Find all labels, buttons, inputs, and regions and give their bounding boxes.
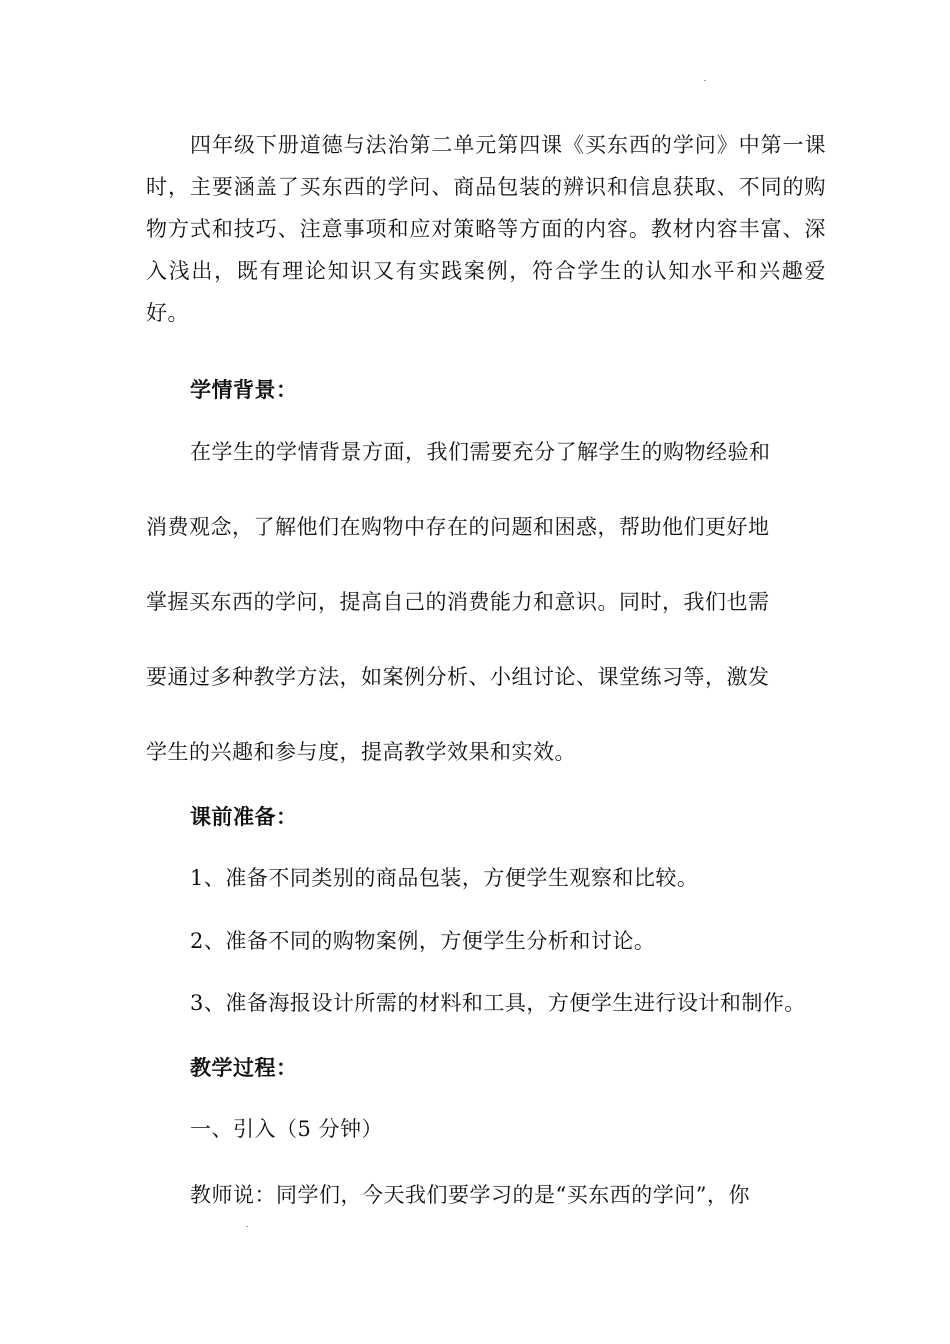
preparation-item-2: 2、准备不同的购物案例，方便学生分析和讨论。 [190, 929, 656, 953]
background-line-1: 在学生的学情背景方面，我们需要充分了解学生的购物经验和 [190, 440, 771, 464]
background-line-5: 学生的兴趣和参与度，提高教学效果和实效。 [146, 740, 576, 764]
intro-paragraph: 四年级下册道德与法治第二单元第四课《买东西的学问》中第一课时，主要涵盖了买东西的学问、商品包装的辨识和信息获取、不同的购物方式和技巧、注意事项和应对策略等方面的内容。教材内容丰富、深入浅出，既有理论知识又有实践案例，符合学生的认知水平和兴趣爱好。 [146, 133, 826, 325]
process-step-1: 一、引入（5 分钟） [190, 1117, 384, 1141]
background-line-2: 消费观念，了解他们在购物中存在的问题和困惑，帮助他们更好地 [146, 515, 770, 539]
preparation-item-3: 3、准备海报设计所需的材料和工具，方便学生进行设计和制作。 [190, 991, 806, 1015]
background-line-4: 要通过多种教学方法，如案例分析、小组讨论、课堂练习等，激发 [146, 665, 770, 689]
teacher-line: 教师说：同学们，今天我们要学习的是“买东西的学问”，你 [190, 1183, 750, 1207]
scan-speck [246, 1226, 248, 1227]
scan-speck [704, 80, 706, 81]
section-heading-preparation: 课前准备： [190, 804, 298, 829]
preparation-item-1: 1、准备不同类别的商品包装，方便学生观察和比较。 [190, 866, 699, 890]
section-heading-background: 学情背景： [190, 377, 298, 402]
section-heading-process: 教学过程： [190, 1055, 298, 1080]
background-line-3: 掌握买东西的学问，提高自己的消费能力和意识。同时，我们也需 [146, 590, 770, 614]
